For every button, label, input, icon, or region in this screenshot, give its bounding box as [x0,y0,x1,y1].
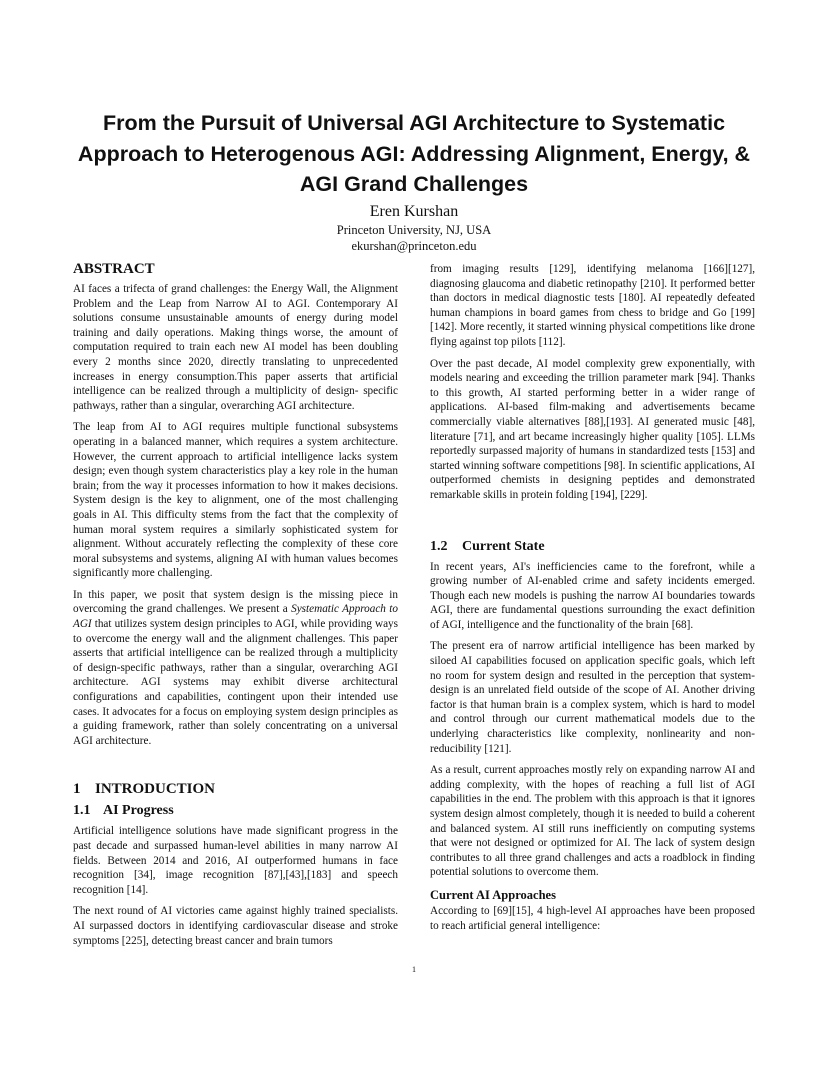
author-affiliation: Princeton University, NJ, USA [336,223,492,237]
left-column [73,260,398,955]
abstract-paragraph-1: AI faces a trifecta of grand challenges: the Energy Wall, the Alignment Problem and the Leap from Narrow AI to AGI. Contemporary AI solutions consume unsustainable amounts of energy during model training and daily operations. Making things worse, the amount of computation required to train each new AI model has been doubling every 2 months since 2020, directly translating to unprecedented increases in energy consumption.This paper asserts that artificial intelligence can be realized through a multiplicity of design- specific pathways, rather than a singular, overarching AGI architecture. [73,283,398,412]
intro-paragraph-1: Artificial intelligence solutions have made significant progress in the past decade and surpassed human-level abilities in many narrow AI fields. Between 2014 and 2016, AI outperformed humans in face recognition [34], image recognition [87],[43],[183] and speech recognition [14]. [73,825,398,896]
paper-title: From the Pursuit of Universal AGI Architecture to Systematic Approach to Heterogenous AGI: Addressing Alignment, Energy, & AGI Grand Challenges [77,111,751,196]
author-name: Eren Kurshan [369,203,459,220]
right-column [430,262,755,940]
current-paragraph-3: As a result, current approaches mostly rely on expanding narrow AI and adding complexity, with the hopes of reaching a full list of AGI capabilities in the end. The problem with this approach is that it ignores system design almost completely, though it is needed to build a coherent and balanced system. AI still runs inefficiently on computing systems that were not designed or optimized for AI. The lack of system design contributes to all three grand challenges and acts a roadblock in finding potential solutions to overcome them. [430,764,755,879]
section-title: INTRODUCTION [95,781,216,798]
abstract-paragraph-2: The leap from AI to AGI requires multiple functional subsystems operating in a balanced manner, which requires a system architecture. However, the current approach to artificial intelligence lacks system design; even though system characteristics play a key role in the human brain; from the way it processes information to how it makes decisions. System design is the key to alignment, one of the most challenging goals in AI. This difficulty stems from the fact that the complexity of human moral system requires a similarly sophisticated system for alignment. Without accurately reflecting the complexity of these core moral subsystems and systems, aligning AI with human values becomes significantly more challenging. [73,421,398,580]
current-paragraph-2: The present era of narrow artificial intelligence has been marked by siloed AI capabilities focused on application specific goals, which left no room for system design and resulted in the perception that system-design is an unrelated field outside of the scope of AI. Another driving factor is that human brain is a complex system, which is hard to model and control through our current mathematical models due to the underlying characteristics like complexity, nonlinearity and non-reducibility [121]. [430,640,755,755]
section-number: 1 [73,781,81,798]
abstract-p3-emphasis: Systematic Approach to AGI [73,603,398,631]
abstract-p3-text-a: In this paper, we posit that system design is the missing piece in overcoming the grand challenges. We present a [73,588,398,616]
intro-paragraph-2: The next round of AI victories came against highly trained specialists. AI surpassed doctors in identifying cardiovascular disease and stroke symptoms [225], detecting breast cancer and brain tumors [73,905,398,947]
abstract-heading: ABSTRACT [73,261,155,277]
current-state-heading [430,538,755,556]
subsection-number: 1.1 [73,803,91,819]
current-paragraph-4: According to [69][15], 4 high-level AI approaches have been proposed to reach artificial general intelligence: [430,904,755,932]
ai-progress-heading [73,802,398,820]
current-paragraph-1: In recent years, AI's inefficiencies came to the forefront, while a growing number of AI-enabled crime and safety incidents emerged. Though each new models is pushing the narrow AI boundaries towards AGI, there are fundamental questions surrounding the exact definition of AGI, intelligence and the functionality of the brain [68]. [430,560,755,631]
author-email: ekurshan@princeton.edu [351,239,477,253]
subsection-number: 1.2 [430,538,448,554]
subsection-title: AI Progress [103,803,174,819]
page-number: 1 [412,965,416,974]
abstract-paragraph-3 [73,588,398,749]
current-ai-approaches-heading: Current AI Approaches [430,887,556,902]
abstract-p3-text-b: that utilizes system design principles to AGI, while providing ways to overcome the energy wall and the alignment challenges. This paper asserts that artificial intelligence can be realized through a multiplicity of design-specific pathways, rather than a singular, overarching AGI architecture. AGI systems may exhibit diverse architectural configurations and capabilities, contingent upon their intended use cases. It advocates for a focus on employing system design principles as a guiding framework, rather than solely concentrating on a universal AGI architecture. [73,618,398,747]
intro-paragraph-2-continued: from imaging results [129], identifying melanoma [166][127], diagnosing glaucoma and diabetic retinopathy [210]. It performed better than doctors in medical diagnostic tests [180]. AI repeatedly defeated human champions in board games from chess to bridge and Go [199] [142]. More recently, it started winning physical competitions like drone flying against top pilots [112]. [430,263,755,348]
subsection-title: Current State [462,538,545,554]
intro-paragraph-3: Over the past decade, AI model complexity grew exponentially, with models nearing and exceeding the trillion parameter mark [94]. Thanks to this growth, AI started performing better in a wider range of applications. AI-based film-making and advertisements became commercially viable alternatives [88],[193]. AI generated music [48], literature [71], and art became increasingly higher quality [105]. LLMs reportedly surpassed majority of humans in standardized tests [153] and started winning software competitions [98]. In scientific applications, AI outperformed chemists in designing peptides and demonstrated remarkable skills in protein folding [194], [229]. [430,357,755,501]
introduction-heading [73,780,398,798]
